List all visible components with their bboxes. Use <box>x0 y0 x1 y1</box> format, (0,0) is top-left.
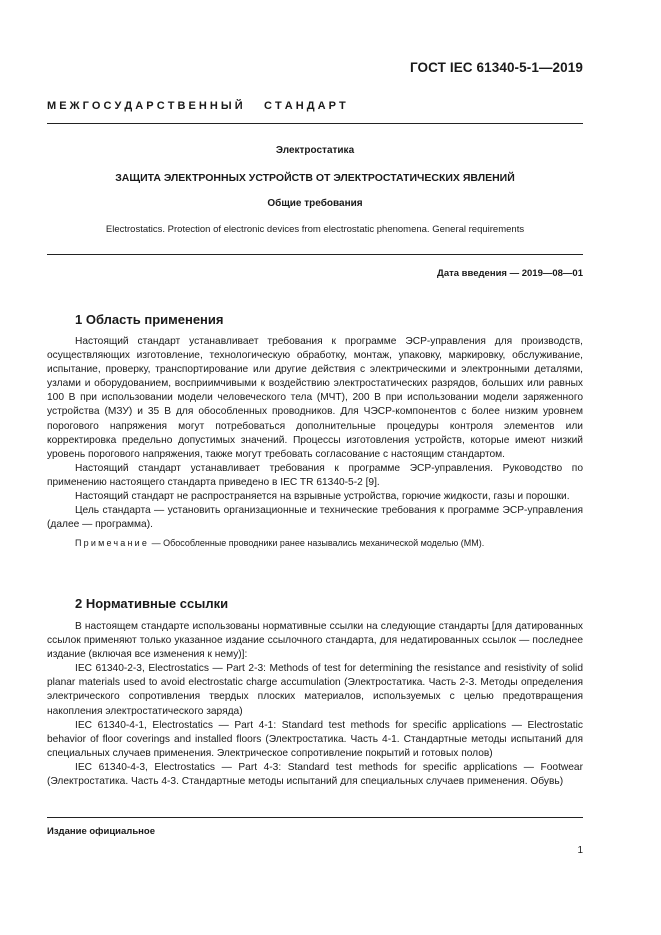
section-2-paragraph: В настоящем стандарте использованы нормативные ссылки на следующие стандарты [для датированных ссылок применяют только указанное издание ссылочного стандарта, для недатированных ссылок — последнее издание (включая все изменения к нему)]: <box>47 621 583 661</box>
standard-subject: Электростатика <box>275 145 355 156</box>
title-rule <box>47 254 583 255</box>
english-title: Electrostatics. Protection of electronic devices from electrostatic phenomena. General requirements <box>105 224 525 235</box>
note-label: Примечание <box>75 538 150 549</box>
reference-item: IEC 61340-2-3, Electrostatics — Part 2-3: Methods of test for determining the resistance and resistivity of solid planar materials used to avoid electrostatic charge accumulation (Электростатика. Часть 2-3. Методы определения электрического сопротивления твердых плоских материалов, используемых с целью предотвращения накопления электростатического заряда) <box>47 663 583 717</box>
footer-rule <box>47 817 583 818</box>
reference-item: IEC 61340-4-3, Electrostatics — Part 4-3: Standard test methods for specific applications — Footwear (Электростатика. Часть 4-3. Стандартные методы испытаний для специальных случаев применения. Обувь) <box>47 761 583 788</box>
section-2-heading: 2 Нормативные ссылки <box>75 596 229 611</box>
section-1-body <box>47 335 583 550</box>
section-1-heading: 1 Область применения <box>75 312 224 327</box>
introduction-date: Дата введения — 2019—08—01 <box>437 268 583 279</box>
section-1-paragraph: Цель стандарта — установить организационные и технические требования к программе ЭСР-управления (далее — программа). <box>47 505 583 531</box>
section-1-paragraph: Настоящий стандарт не распространяется на взрывные устройства, горючие жидкости, газы и порошки. <box>75 491 570 503</box>
official-edition-label: Издание официальное <box>47 826 155 837</box>
section-1-note <box>47 536 583 550</box>
reference-item: IEC 61340-4-1, Electrostatics — Part 4-1: Standard test methods for specific applications — Electrostatic behavior of floor coverings and installed floors (Электростатика. Часть 4-1. Стандартные методы испытаний для специальных случаев применения. Электрическое сопротивление покрытий и готовых полов) <box>47 719 583 759</box>
page-number: 1 <box>577 845 583 856</box>
section-2-body <box>47 620 583 789</box>
document-id: ГОСТ IEC 61340-5-1—2019 <box>409 60 583 75</box>
note-text: — Обособленные проводники ранее назывались механической моделью (ММ). <box>149 538 485 549</box>
standard-title: ЗАЩИТА ЭЛЕКТРОННЫХ УСТРОЙСТВ ОТ ЭЛЕКТРОСТАТИЧЕСКИХ ЯВЛЕНИЙ <box>115 172 515 184</box>
standard-subtitle: Общие требования <box>267 198 363 209</box>
interstate-standard-banner: М Е Ж Г О С У Д А Р С Т В Е Н Н Ы Й С Т А Н Д А Р Т <box>47 100 346 112</box>
section-1-paragraph: Настоящий стандарт устанавливает требования к программе ЭСР-управления. Руководство по применению настоящего стандарта приведено в IEC TR 61340-5-2 [9]. <box>47 462 583 488</box>
header-rule <box>47 123 583 124</box>
section-1-paragraph: Настоящий стандарт устанавливает требования к программе ЭСР-управления для производств, осуществляющих изготовление, технологическую обработку, монтаж, упаковку, маркировку, обслуживание, испытание, проверку, транспортирование или другие действия с электрическими и электронными деталями, узлами и оборудованием, восприимчивыми к воздействию электростатических разрядов, больших или равных 100 В при использовании модели человеческого тела (МЧТ), 200 В при использовании модели заряженного устройства (МЗУ) и 35 В для обособленных проводников. Для ЧЭСР-компонентов с более низким уровнем порогового напряжения могут потребоваться дополнительные процедуры контроля элементов или корректировка предельно допустимых значений. Процессы изготовления устройств, которые имеют низкий уровень порогового напряжения, также могут требовать согласование с настоящим стандартом. <box>47 336 583 460</box>
